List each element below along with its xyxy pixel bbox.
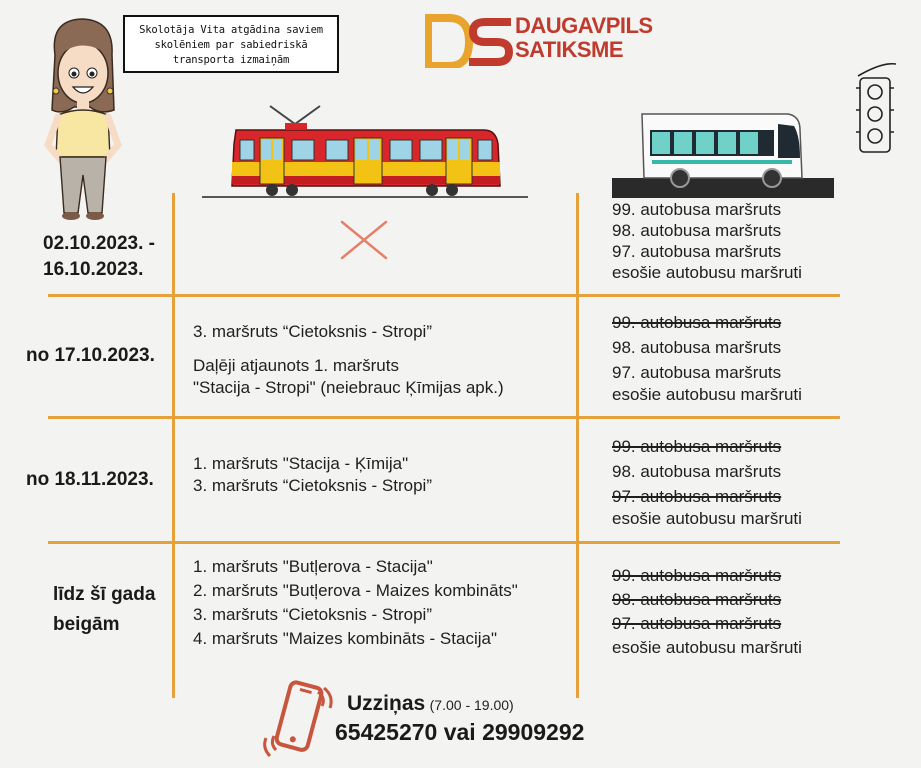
bus-route: esošie autobusu maršruti <box>612 509 802 528</box>
info-phone-numbers[interactable]: 65425270 vai 29909292 <box>335 719 585 745</box>
date-line: beigām <box>53 614 120 635</box>
tram-route: 4. maršruts "Maizes kombināts - Stacija" <box>193 629 497 648</box>
info-block <box>347 692 514 716</box>
tram-route: 3. maršruts “Cietoksnis - Stropi” <box>193 476 432 495</box>
bus-icon <box>612 106 834 198</box>
tram-route-list <box>193 555 518 651</box>
info-hours: (7.00 - 19.00) <box>429 697 514 713</box>
daugavpils-satiksme-logo <box>425 12 680 68</box>
cross-icon <box>340 220 388 260</box>
traffic-light-icon <box>852 60 900 160</box>
bus-route: esošie autobusu maršruti <box>612 263 802 282</box>
bubble-line: transporta izmaiņām <box>172 54 290 66</box>
info-title: Uzziņas <box>347 692 426 715</box>
bus-route-list <box>612 199 802 283</box>
tram-route: 3. maršruts “Cietoksnis - Stropi” <box>193 322 432 341</box>
column-divider-right <box>576 193 579 698</box>
bubble-line: Skolotāja Vita atgādina saviem <box>139 24 323 36</box>
bus-route-list <box>612 312 802 406</box>
row-date <box>53 580 155 640</box>
bus-route-list <box>612 564 802 660</box>
column-divider-left <box>172 193 175 698</box>
date-line: 02.10.2023. - <box>43 233 155 254</box>
tram-route-list <box>193 321 504 399</box>
tram-route: 2. maršruts "Butļerova - Maizes kombināts" <box>193 581 518 600</box>
logo-line-1: DAUGAVPILS <box>515 13 653 38</box>
bus-route: 99. autobusa maršruts <box>612 313 782 332</box>
tram-route: 3. maršruts “Cietoksnis - Stropi” <box>193 605 432 624</box>
bus-route: 97. autobusa maršruts <box>612 614 782 633</box>
logo-line-2: SATIKSME <box>515 37 624 62</box>
row-divider <box>48 416 840 419</box>
date-line: 16.10.2023. <box>43 259 144 280</box>
bus-route: 99. autobusa maršruts <box>612 437 782 456</box>
bus-route-list <box>612 436 802 530</box>
row-date <box>26 467 154 493</box>
bus-route: esošie autobusu maršruti <box>612 638 802 657</box>
bus-route: 98. autobusa maršruts <box>612 462 782 481</box>
logo-wordmark <box>515 14 653 62</box>
bus-route: 98. autobusa maršruts <box>612 590 782 609</box>
row-divider <box>48 294 840 297</box>
ds-logo-mark <box>425 12 515 68</box>
speech-bubble <box>123 15 339 73</box>
tram-route: Daļēji atjaunots 1. maršruts <box>193 356 399 375</box>
date-line: no 17.10.2023. <box>26 345 155 366</box>
date-line: līdz šī gada <box>53 584 156 605</box>
bus-route: 99. autobusa maršruts <box>612 566 782 585</box>
date-line: no 18.11.2023. <box>26 469 154 490</box>
bus-route: 98. autobusa maršruts <box>612 338 782 357</box>
tram-route: 1. maršruts "Butļerova - Stacija" <box>193 557 433 576</box>
bus-route: 97. autobusa maršruts <box>612 242 782 261</box>
tram-route-list <box>193 453 432 497</box>
bus-route: 99. autobusa maršruts <box>612 200 782 219</box>
tram-icon <box>200 104 530 200</box>
tram-route: "Stacija - Stropi" (neiebrauc Ķīmijas apk.) <box>193 378 504 397</box>
bubble-line: skolēniem par sabiedriskā <box>154 39 308 51</box>
bus-route: 98. autobusa maršruts <box>612 221 782 240</box>
row-date <box>43 231 155 283</box>
teacher-illustration <box>40 15 125 225</box>
bus-route: esošie autobusu maršruti <box>612 385 802 404</box>
row-date <box>26 343 155 369</box>
row-divider <box>48 541 840 544</box>
bus-route: 97. autobusa maršruts <box>612 363 782 382</box>
tram-route: 1. maršruts "Stacija - Ķīmija" <box>193 454 409 473</box>
phone-icon <box>258 676 338 764</box>
bus-route: 97. autobusa maršruts <box>612 487 782 506</box>
